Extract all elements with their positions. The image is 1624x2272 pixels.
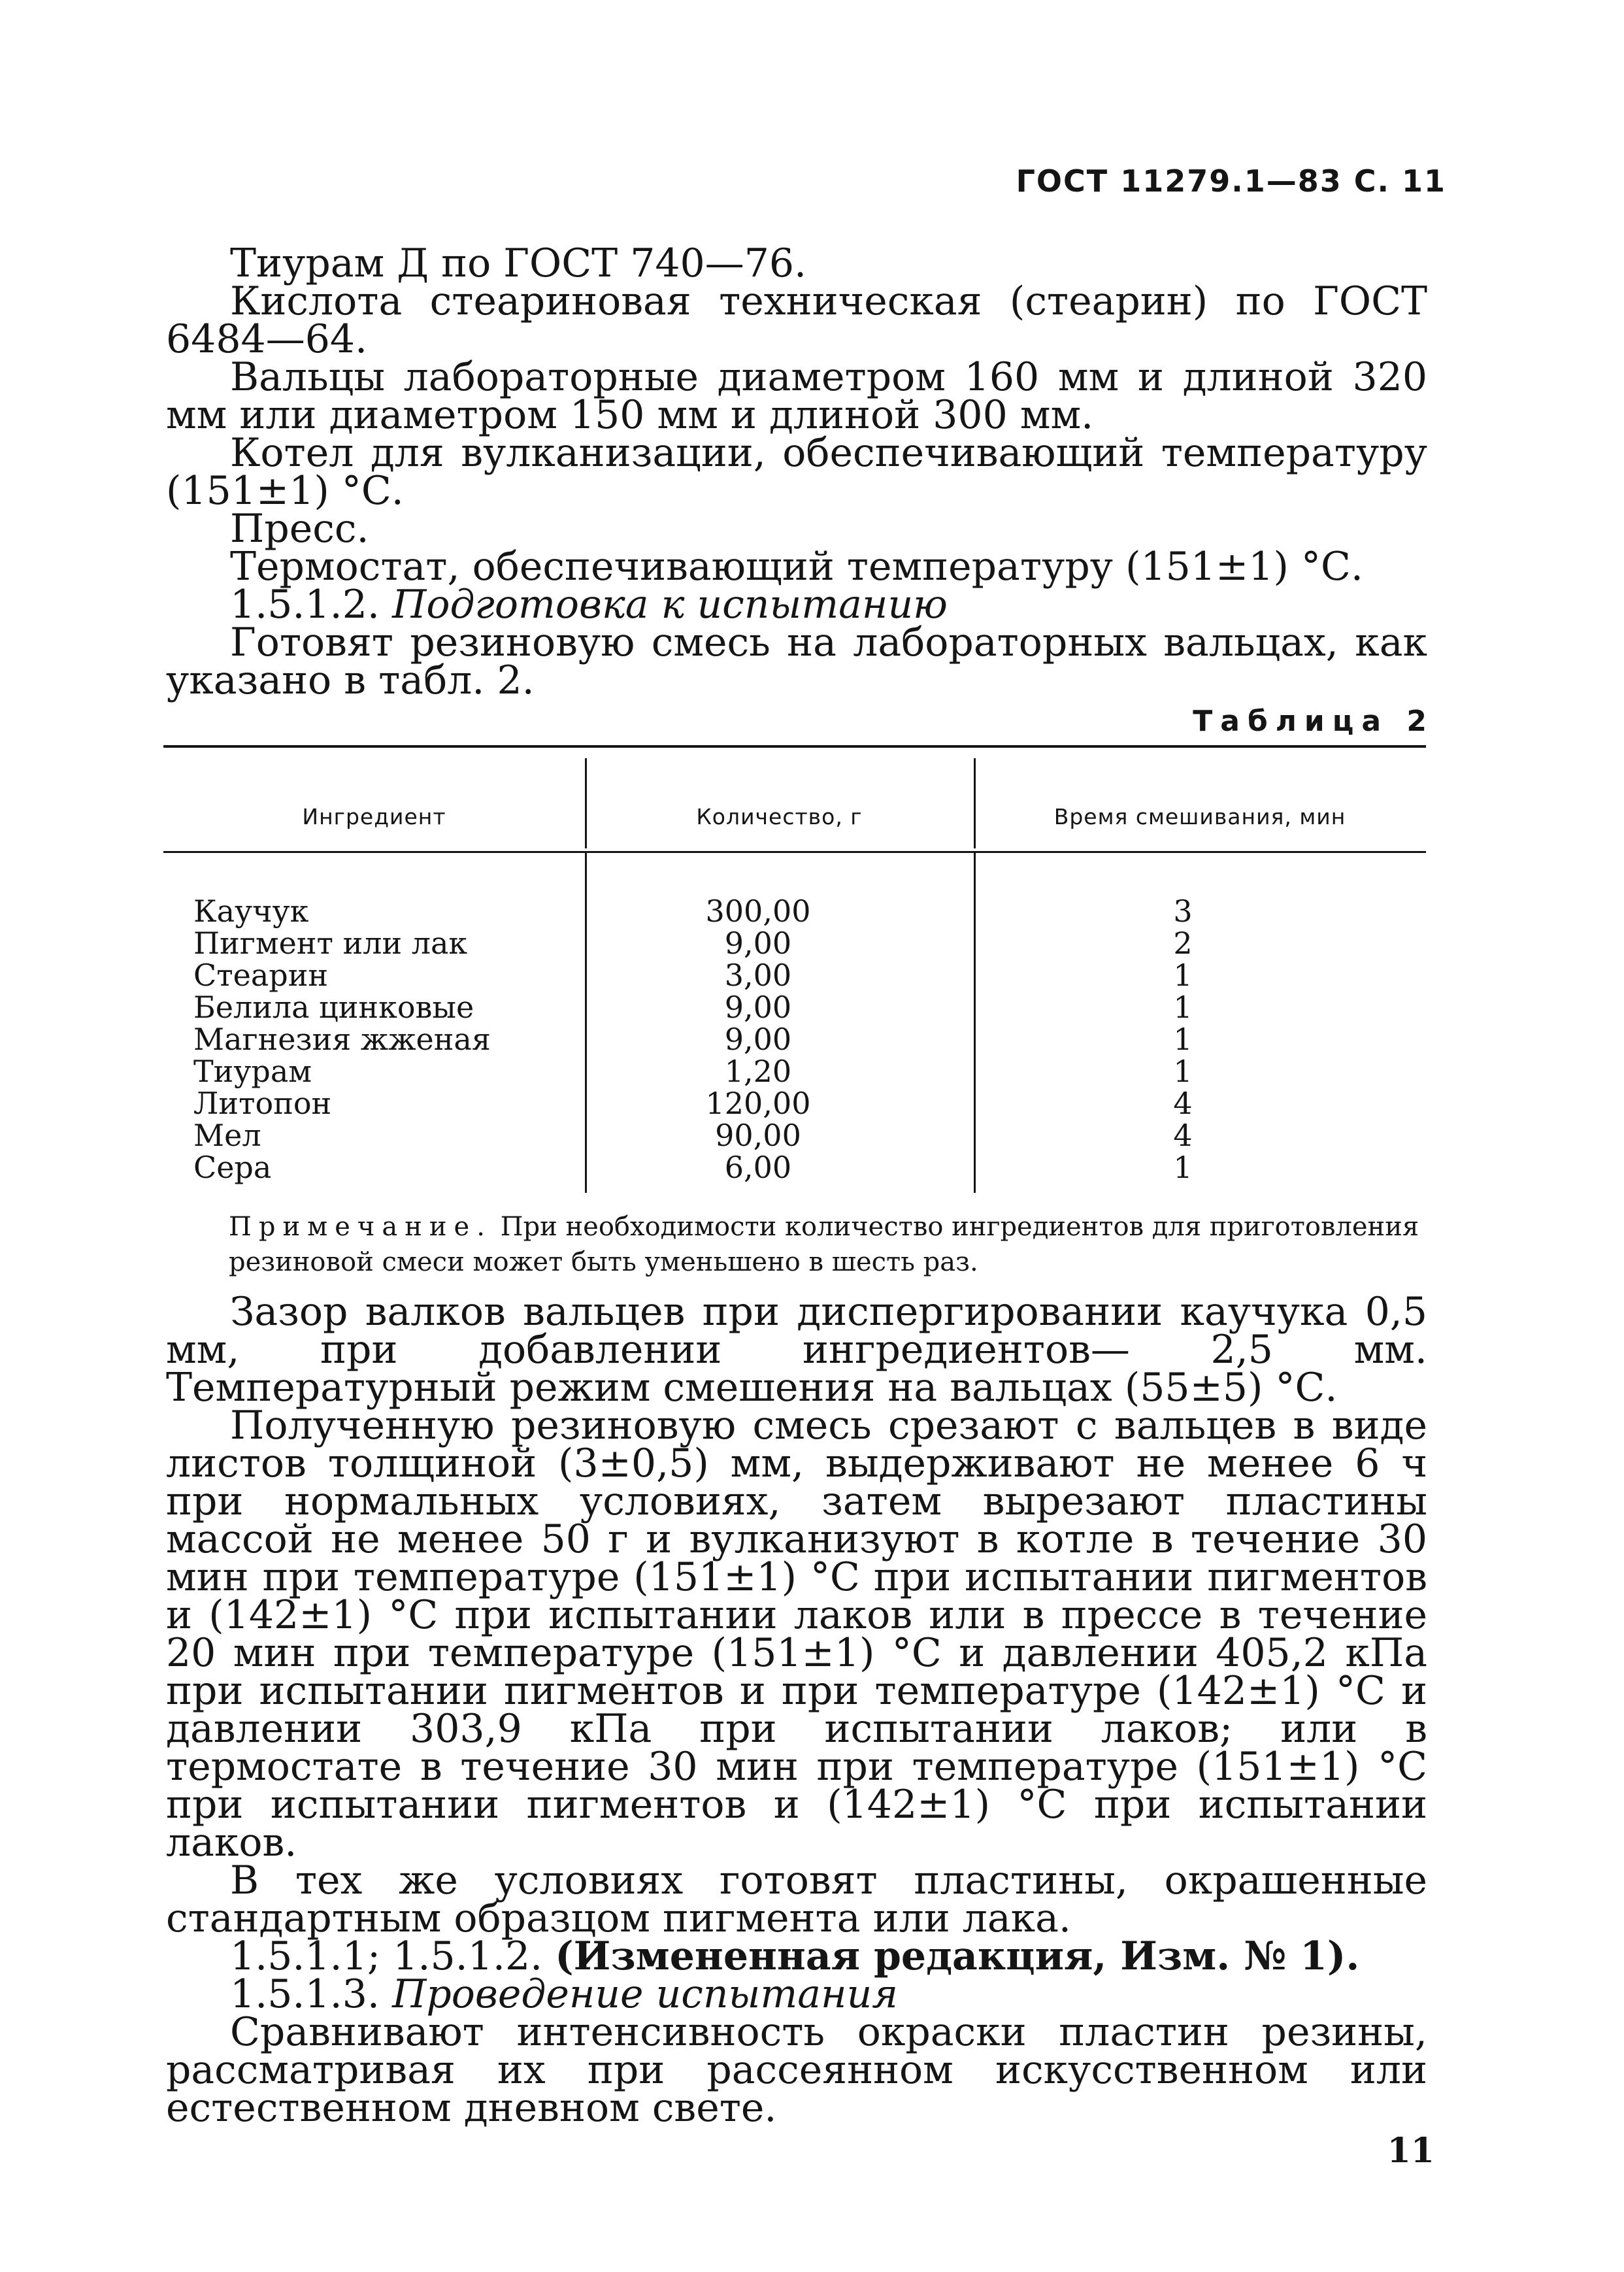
paragraph: Термостат, обеспечивающий температуру (151±1) °С. <box>230 544 1363 590</box>
table-cell: Сера <box>193 1150 272 1185</box>
paragraph: Зазор валков вальцев при диспергировании каучука 0,5 мм, при добавлении ингредиентов— 2,5 мм. Температурный режим смешения на вальцах (55±5) °С. <box>166 1289 1427 1411</box>
table-cell: 300,00 <box>705 894 811 929</box>
table-header-ingredient: Ингредиент <box>302 804 446 829</box>
paragraph: Тиурам Д по ГОСТ 740—76. <box>230 241 807 286</box>
table-cell: Тиурам <box>193 1054 312 1089</box>
note-label: Примечание. <box>229 1212 492 1242</box>
table-cell: 4 <box>1173 1118 1193 1153</box>
table-column-ingredient <box>193 895 491 1184</box>
table-cell: 90,00 <box>715 1118 801 1153</box>
bottom-text-block <box>166 1289 1427 2131</box>
table-cell: 1 <box>1173 958 1193 993</box>
paragraph: Котел для вулканизации, обеспечивающий температуру (151±1) °С. <box>166 430 1427 514</box>
table-cell: 4 <box>1173 1086 1193 1121</box>
table-header-rule <box>163 851 1426 853</box>
table-cell: 1 <box>1173 1054 1193 1089</box>
table-cell: 1 <box>1173 990 1193 1025</box>
table-column-divider <box>974 853 976 1193</box>
table-cell: 1 <box>1173 1150 1193 1185</box>
top-text-block <box>166 241 1427 703</box>
table-caption: Таблица 2 <box>1193 705 1434 738</box>
paragraph: Готовят резиновую смесь на лабораторных вальцах, как указано в табл. 2. <box>166 620 1427 703</box>
table-cell: 3,00 <box>724 958 792 993</box>
table-column-divider <box>585 758 587 848</box>
table-header-quantity: Количество, г <box>696 804 863 829</box>
table-cell: 2 <box>1173 926 1193 961</box>
table-cell: 6,00 <box>724 1150 792 1185</box>
amendment-note <box>166 1933 1427 1979</box>
table-column-divider <box>585 853 587 1193</box>
table-cell: Литопон <box>193 1086 332 1121</box>
amendment-text: (Измененная редакция, Изм. № 1). <box>555 1933 1360 1979</box>
table-top-rule <box>163 745 1426 748</box>
note-text: При необходимости количество ингредиентов для приготовления резиновой смеси может быть уменьшено в шесть раз. <box>229 1212 1419 1277</box>
table-cell: Стеарин <box>193 958 329 993</box>
section-number: 1.5.1.1; 1.5.1.2. <box>230 1933 543 1979</box>
table-header-time: Время смешивания, мин <box>1053 804 1346 829</box>
section-title: Проведение испытания <box>392 1971 898 2017</box>
table-cell: Белила цинковые <box>193 990 474 1025</box>
table-cell: Каучук <box>193 894 309 929</box>
section-number: 1.5.1.3. <box>230 1971 380 2017</box>
table-cell: Мел <box>193 1118 261 1153</box>
table-cell: 9,00 <box>724 1022 792 1057</box>
section-number: 1.5.1.2. <box>230 582 380 627</box>
table-cell: 9,00 <box>724 926 792 961</box>
paragraph: Пресс. <box>230 506 369 552</box>
running-header: ГОСТ 11279.1—83 С. 11 <box>1016 163 1446 199</box>
paragraph: Кислота стеариновая техническая (стеарин) по ГОСТ 6484—64. <box>166 278 1427 362</box>
table-column-divider <box>974 758 976 848</box>
table-cell: 1 <box>1173 1022 1193 1057</box>
table-column-quantity <box>673 895 843 1184</box>
table-cell: 3 <box>1173 894 1193 929</box>
table-note <box>229 1209 1427 1280</box>
section-heading <box>166 582 1427 627</box>
paragraph: Сравнивают интенсивность окраски пластин резины, рассматривая их при рассеянном искусственном или естественном дневном свете. <box>166 2009 1427 2131</box>
table-cell: Пигмент или лак <box>193 926 468 961</box>
table-cell: Магнезия жженая <box>193 1022 491 1057</box>
table-column-time <box>1111 895 1255 1184</box>
page-number: 11 <box>1387 2131 1434 2171</box>
table-cell: 1,20 <box>724 1054 792 1089</box>
paragraph: Вальцы лабораторные диаметром 160 мм и длиной 320 мм или диаметром 150 мм и длиной 300 мм. <box>166 354 1427 438</box>
table-cell: 9,00 <box>724 990 792 1025</box>
section-heading <box>166 1971 1427 2017</box>
table-cell: 120,00 <box>705 1086 811 1121</box>
paragraph: Полученную резиновую смесь срезают с вальцев в виде листов толщиной (3±0,5) мм, выдерживают не менее 6 ч при нормальных условиях, затем вырезают пластины массой не менее 50 г и вулканизуют в котле в течение 30 мин при температуре (151±1) °С при испытании пигментов и (142±1) °С при испытании лаков или в прессе в течение 20 мин при температуре (151±1) °С и давлении 405,2 кПа при испытании пигментов и при температуре (142±1) °С и давлении 303,9 кПа при испытании лаков; или в термостате в течение 30 мин при температуре (151±1) °С при испытании пигментов и (142±1) °С при испытании лаков. <box>166 1403 1427 1865</box>
section-title: Подготовка к испытанию <box>392 582 948 627</box>
paragraph: В тех же условиях готовят пластины, окрашенные стандартным образцом пигмента или лака. <box>166 1858 1427 1941</box>
